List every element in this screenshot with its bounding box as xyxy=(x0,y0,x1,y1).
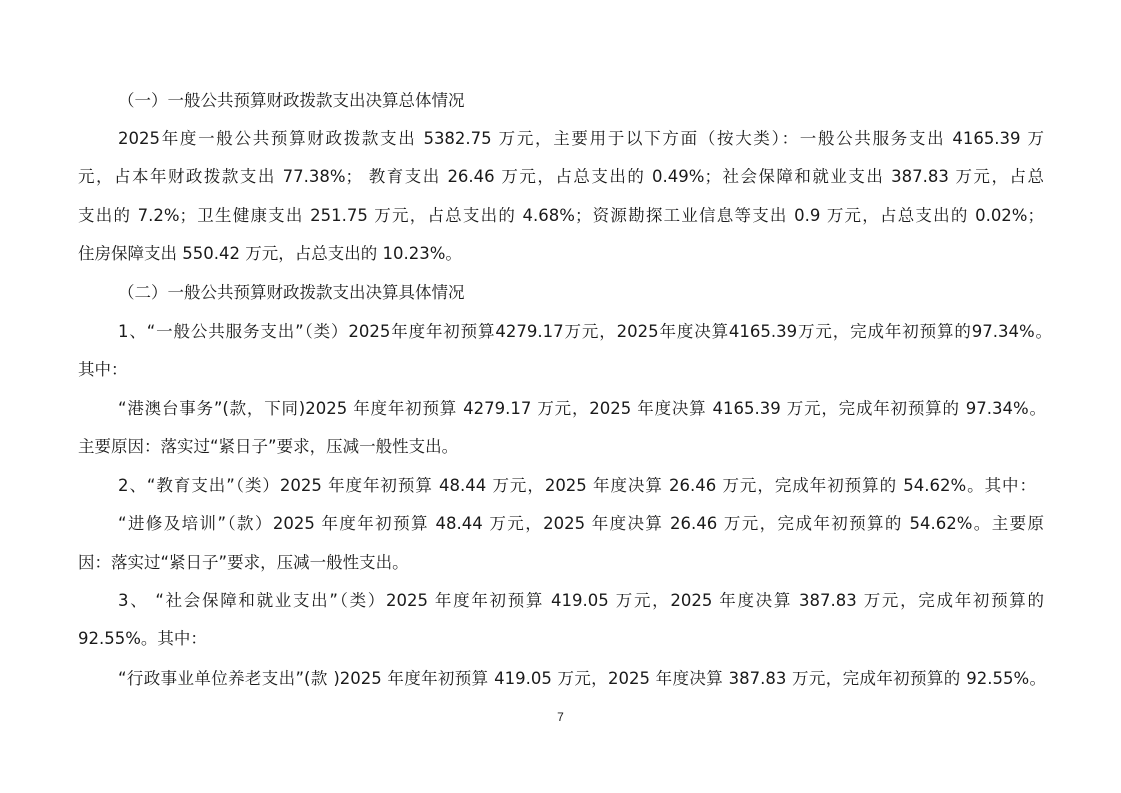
paragraph-line: 2025年度一般公共预算财政拨款支出 5382.75 万元，主要用于以下方面（按大类）：一般公共服务支出 4165.39 万 xyxy=(118,129,1044,148)
paragraph-line: 其中： xyxy=(78,360,128,379)
section-heading-1: （一）一般公共预算财政拨款支出决算总体情况 xyxy=(118,91,465,110)
paragraph-line: “港澳台事务”(款，下同)2025 年度年初预算 4279.17 万元，2025 年度决算 4165.39 万元，完成年初预算的 97.34%。 xyxy=(118,399,1046,418)
paragraph-line: 因：落实过“紧日子”要求，压减一般性支出。 xyxy=(78,553,409,572)
paragraph-line: 主要原因：落实过“紧日子”要求，压减一般性支出。 xyxy=(78,437,459,456)
paragraph-line: 1、“一般公共服务支出”（类）2025年度年初预算4279.17万元，2025年度决算4165.39万元，完成年初预算的97.34%。 xyxy=(118,322,1052,341)
paragraph-line: “进修及培训”（款）2025 年度年初预算 48.44 万元，2025 年度决算 26.46 万元，完成年初预算的 54.62%。主要原 xyxy=(118,514,1044,533)
paragraph-line: 92.55%。其中： xyxy=(78,629,207,648)
paragraph-line: “行政事业单位养老支出”(款 )2025 年度年初预算 419.05 万元，2025 年度决算 387.83 万元，完成年初预算的 92.55%。 xyxy=(118,669,1046,688)
page-number: 7 xyxy=(557,710,564,724)
paragraph-line: 2、“教育支出”（类）2025 年度年初预算 48.44 万元，2025 年度决算 26.46 万元，完成年初预算的 54.62%。其中： xyxy=(118,476,1036,495)
paragraph-line: 支出的 7.2%；卫生健康支出 251.75 万元，占总支出的 4.68%；资源勘探工业信息等支出 0.9 万元，占总支出的 0.02%； xyxy=(78,206,1044,225)
paragraph-line: 住房保障支出 550.42 万元，占总支出的 10.23%。 xyxy=(78,244,462,263)
paragraph-line: 3、 “社会保障和就业支出”（类）2025 年度年初预算 419.05 万元，2025 年度决算 387.83 万元，完成年初预算的 xyxy=(118,591,1044,610)
section-heading-2: （二）一般公共预算财政拨款支出决算具体情况 xyxy=(118,283,465,302)
paragraph-line: 元，占本年财政拨款支出 77.38%； 教育支出 26.46 万元，占总支出的 0.49%；社会保障和就业支出 387.83 万元，占总 xyxy=(78,167,1044,186)
